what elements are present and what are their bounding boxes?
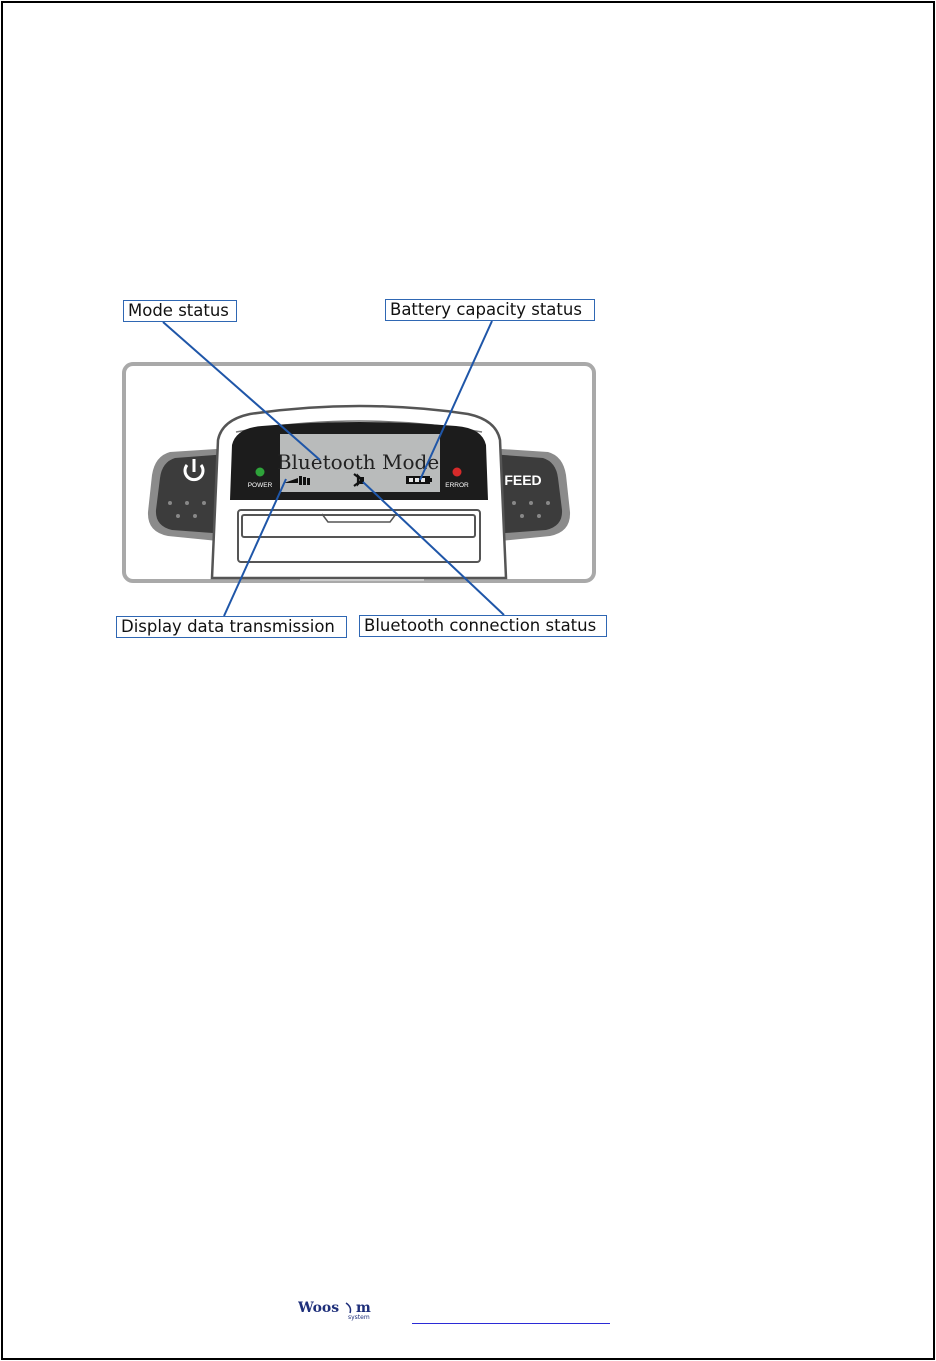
callout-mode-status: Mode status — [123, 300, 237, 322]
error-led — [453, 468, 462, 477]
callout-bluetooth-connection-status: Bluetooth connection status — [359, 615, 607, 637]
woosim-logo — [298, 1299, 394, 1321]
svg-text:Woos: Woos — [298, 1300, 340, 1316]
svg-text:system: system — [348, 1314, 370, 1321]
callout-display-data-transmission: Display data transmission — [116, 616, 347, 638]
error-led-label: ERROR — [445, 482, 469, 489]
lcd-mode-text: Bluetooth Mode — [276, 450, 440, 474]
callout-battery-capacity-status: Battery capacity status — [385, 299, 595, 321]
power-led — [256, 468, 265, 477]
paper-slot — [242, 515, 475, 537]
battery-icon — [406, 476, 432, 484]
power-led-label: POWER — [247, 482, 273, 489]
footer-website-link[interactable] — [412, 1300, 610, 1324]
feed-button-label[interactable]: FEED — [504, 472, 542, 488]
svg-text:m: m — [356, 1300, 371, 1316]
